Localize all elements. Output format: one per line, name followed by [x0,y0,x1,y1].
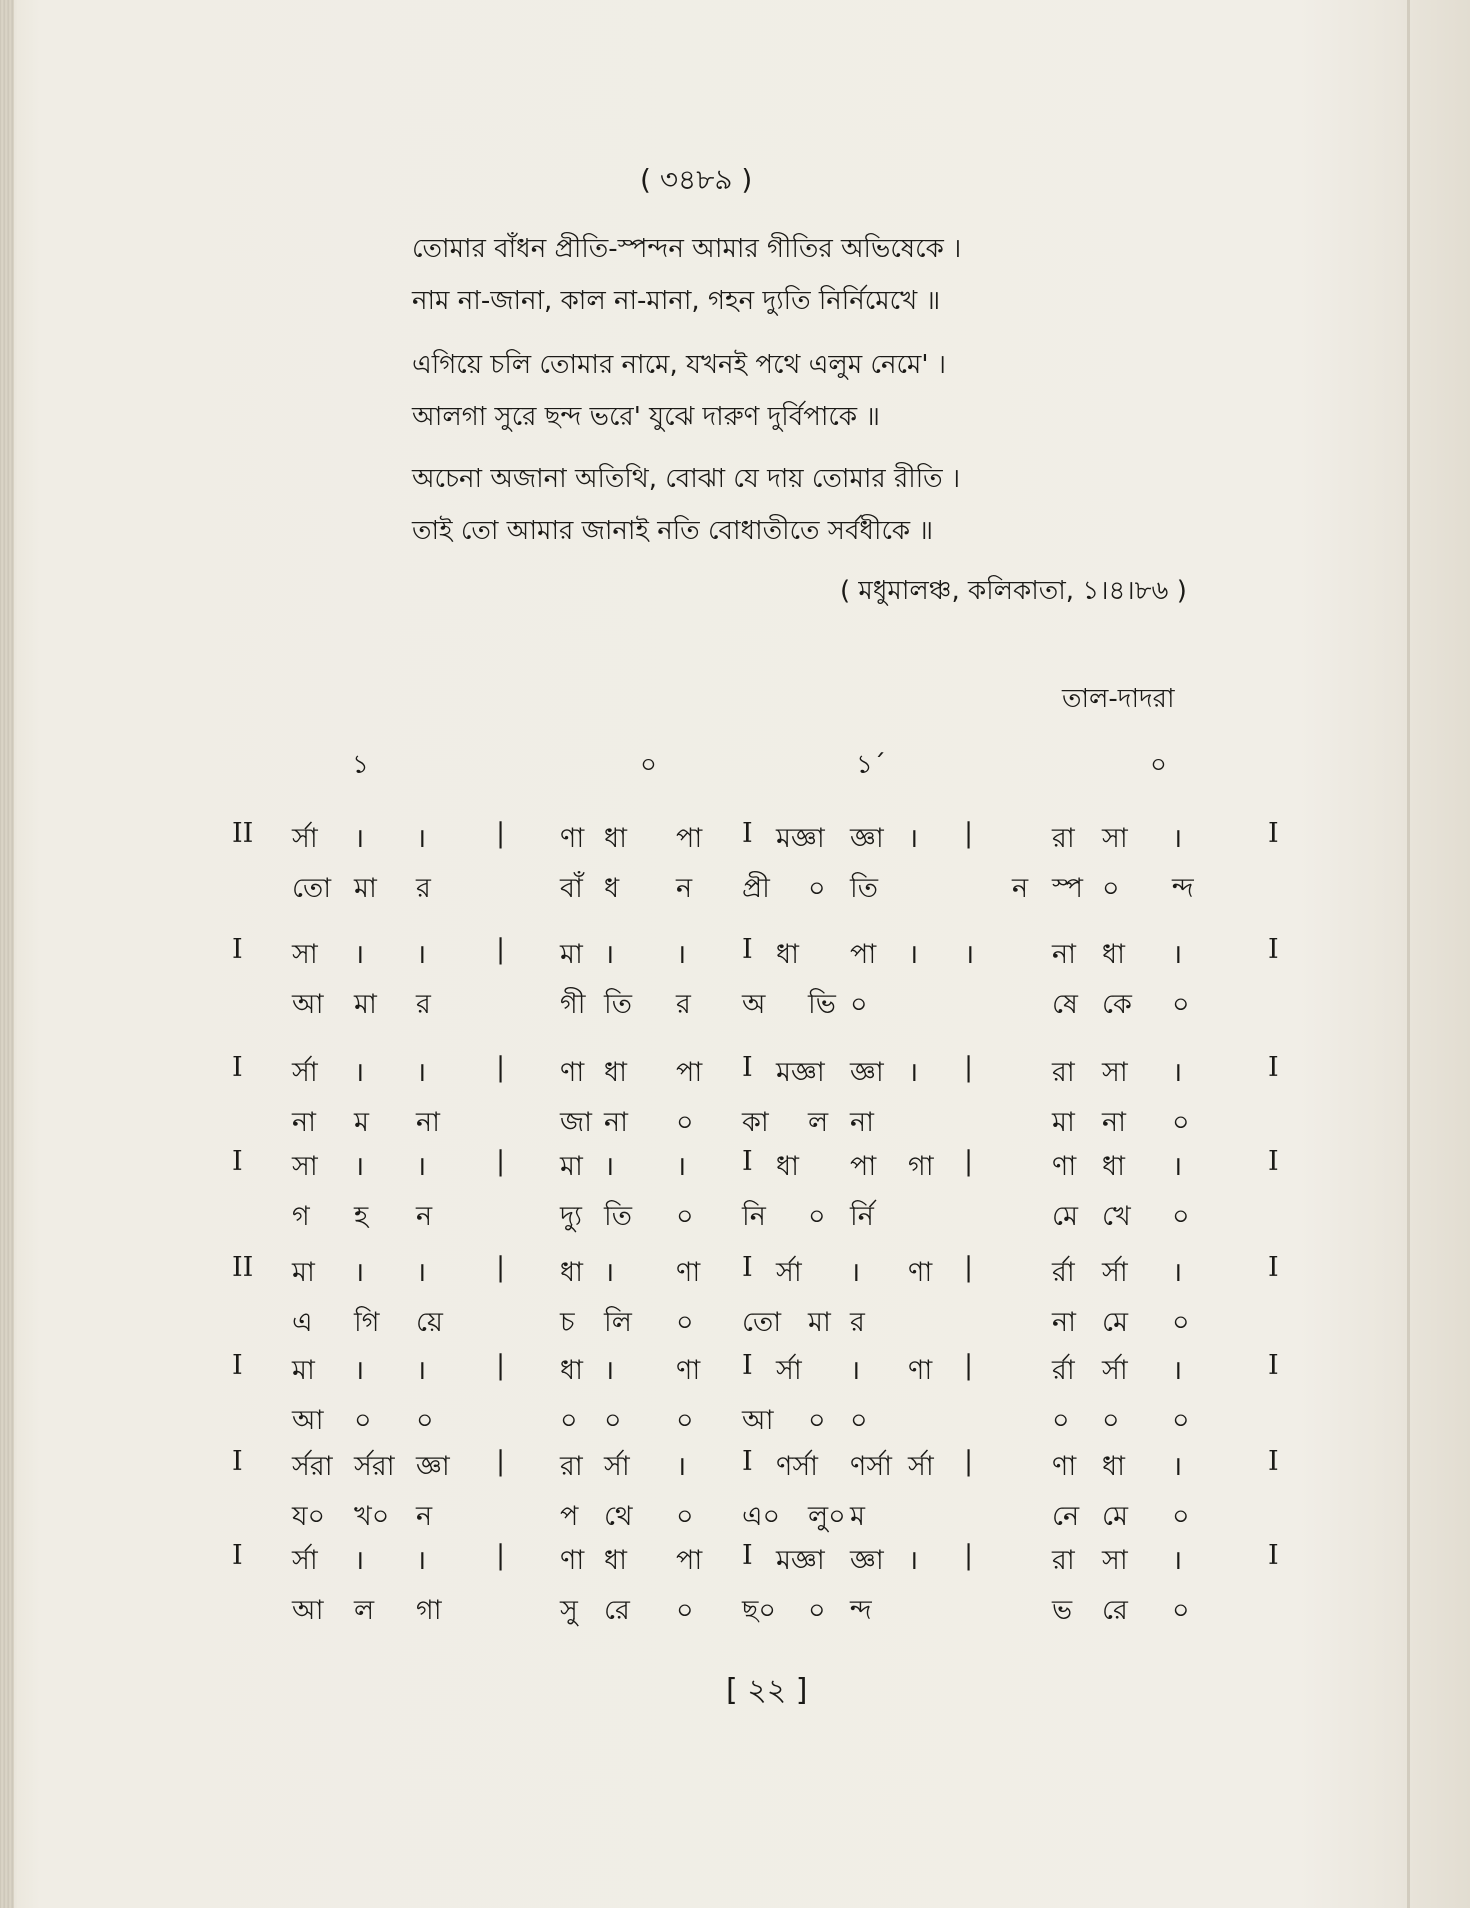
swara-note: সা [292,939,318,970]
lyric-syllable: ০ [1172,1201,1190,1232]
lyric-syllable: জা [560,1107,592,1138]
swara-note: ধা [560,1257,583,1288]
lyric-syllable: মে [1052,1201,1078,1232]
lyric-syllable: ০ [808,1405,826,1436]
swara-note: । [1172,1451,1183,1482]
swara-note: । [1172,1057,1183,1088]
swara-note: রা [560,1451,583,1482]
lyric-syllable: ০ [1102,873,1120,904]
lyric-syllable: ন [416,1501,433,1532]
lyric-syllable: ০ [1172,989,1190,1020]
bar-line: I [742,1052,753,1083]
swara-note: । [1172,939,1183,970]
poem-line-6: তাই তো আমার জানাই নতি বোধাতীতে সর্বধীকে ॥ [412,516,934,546]
swara-row [0,818,1470,858]
lyric-syllable: নি [742,1201,766,1232]
swara-note: র্সা [908,1451,934,1482]
swara-note: । [964,939,975,970]
lyric-row [0,1102,1470,1142]
lyric-syllable: ০ [1052,1405,1070,1436]
lyric-syllable: গা [416,1595,442,1626]
swara-row [0,1540,1470,1580]
swara-note: ণা [1052,1451,1077,1482]
bar-line: I [742,1146,753,1177]
lyric-syllable: না [416,1107,440,1138]
poem-line-4: আলগা সুরে ছন্দ ভরে' যুঝে দারুণ দুর্বিপাকে ॥ [412,402,881,432]
bar-line: | [496,1350,506,1381]
lyric-row [0,1196,1470,1236]
swara-note: জ্ঞা [850,1545,884,1576]
lyric-syllable: ০ [1172,1405,1190,1436]
swara-note: । [416,1151,427,1182]
swara-note: । [604,1257,615,1288]
lyric-syllable: দ্যু [560,1201,583,1232]
lyric-syllable: স্প [1052,873,1083,904]
swara-row [0,1146,1470,1186]
lyric-syllable: র [676,989,691,1020]
swara-row [0,1350,1470,1390]
bar-line: I [1268,1146,1279,1177]
swara-note: ণা [676,1257,701,1288]
swara-note: । [908,1057,919,1088]
swara-note: রা [1052,1545,1075,1576]
lyric-syllable: ছ০ [742,1595,776,1626]
swara-note: । [416,1355,427,1386]
lyric-syllable: তো [292,873,332,904]
swara-note: । [354,939,365,970]
swara-note: র্সা [776,1355,802,1386]
bar-line: | [964,1446,974,1477]
swara-note: সা [1102,1545,1128,1576]
poem-line-5: অচেনা অজানা অতিথি, বোঝা যে দায় তোমার রীতি । [412,464,961,494]
bar-line: I [1268,1446,1279,1477]
swara-note: ধা [604,1057,627,1088]
swara-note: মজ্ঞা [776,1057,825,1088]
lyric-syllable: ন [1012,873,1029,904]
lyric-syllable: ০ [1172,1501,1190,1532]
lyric-syllable: ০ [1172,1107,1190,1138]
swara-note: । [416,1257,427,1288]
swara-note: পা [676,1057,703,1088]
swara-note: । [604,1355,615,1386]
lyric-syllable: রে [1102,1595,1128,1626]
swara-note: ধা [1102,1151,1125,1182]
lyric-syllable: না [292,1107,316,1138]
swara-note: । [416,823,427,854]
swara-note: পা [676,1545,703,1576]
beat-mark: ১ [352,750,369,780]
swara-note: র্সা [292,1545,318,1576]
bar-line: I [1268,1350,1279,1381]
lyric-syllable: এ [292,1307,313,1338]
bar-line: | [964,1146,974,1177]
bar-line: | [496,1446,506,1477]
swara-note: ধা [776,939,799,970]
lyric-syllable: ০ [1172,1595,1190,1626]
lyric-row [0,1400,1470,1440]
swara-note: । [1172,823,1183,854]
swara-note: সা [1102,823,1128,854]
swara-note: । [354,1545,365,1576]
lyric-syllable: র [416,873,431,904]
bar-line: | [964,1052,974,1083]
swara-note: । [908,823,919,854]
lyric-syllable: ০ [808,873,826,904]
swara-note: রা [1052,1057,1075,1088]
swara-note: । [908,1545,919,1576]
swara-note: । [676,1451,687,1482]
lyric-syllable: খ০ [354,1501,390,1532]
lyric-syllable: ধ [604,873,620,904]
lyric-syllable: গী [560,989,586,1020]
swara-row [0,1052,1470,1092]
swara-note: । [1172,1355,1183,1386]
bar-line: I [742,1252,753,1283]
lyric-syllable: হ [354,1201,369,1232]
lyric-row [0,1496,1470,1536]
lyric-row [0,1302,1470,1342]
bar-line: I [742,1350,753,1381]
lyric-syllable: তি [604,1201,632,1232]
taal-label: তাল-দাদরা [1062,684,1175,714]
lyric-syllable: র [416,989,431,1020]
swara-note: না [1052,939,1076,970]
lyric-syllable: নে [1052,1501,1080,1532]
swara-note: পা [676,823,703,854]
bar-line: I [1268,1052,1279,1083]
beat-mark: ১ˊ [856,750,886,780]
swara-note: ণর্সা [850,1451,892,1482]
lyric-syllable: ন [416,1201,433,1232]
lyric-syllable: ভি [808,989,836,1020]
swara-row [0,934,1470,974]
lyric-syllable: য়ে [416,1307,443,1338]
swara-note: । [416,939,427,970]
lyric-syllable: না [1102,1107,1126,1138]
lyric-syllable: ম [850,1501,865,1532]
swara-note: মা [560,939,583,970]
bar-line: | [496,1540,506,1571]
swara-note: ণা [908,1355,933,1386]
lyric-syllable: য০ [292,1501,326,1532]
swara-note: । [676,939,687,970]
swara-note: র্সা [1102,1355,1128,1386]
swara-note: র্সা [292,1057,318,1088]
bar-line: II [232,1252,254,1283]
lyric-syllable: গি [354,1307,380,1338]
bar-line: I [1268,818,1279,849]
lyric-syllable: মা [354,873,377,904]
swara-note: । [354,823,365,854]
lyric-syllable: সু [560,1595,578,1626]
swara-note: । [850,1257,861,1288]
lyric-syllable: ০ [850,1405,868,1436]
lyric-syllable: ০ [808,1201,826,1232]
swara-note: মা [292,1355,315,1386]
swara-note: । [354,1151,365,1182]
bar-line: | [964,1252,974,1283]
lyric-syllable: আ [292,1595,324,1626]
lyric-syllable: ল [808,1107,829,1138]
swara-note: র্সরা [292,1451,333,1482]
swara-note: ণা [560,1545,585,1576]
swara-note: ণা [1052,1151,1077,1182]
swara-note: গা [908,1151,934,1182]
lyric-syllable: আ [742,1405,774,1436]
swara-note: মজ্ঞা [776,1545,825,1576]
swara-note: । [354,1257,365,1288]
lyric-row [0,984,1470,1024]
swara-note: । [416,1057,427,1088]
lyric-syllable: ০ [676,1405,694,1436]
lyric-syllable: লু০ [808,1501,846,1532]
bar-line: I [742,934,753,965]
swara-note: ণা [676,1355,701,1386]
swara-note: । [604,939,615,970]
lyric-syllable: ০ [676,1307,694,1338]
bar-line: | [496,934,506,965]
lyric-syllable: র [850,1307,865,1338]
lyric-syllable: কা [742,1107,769,1138]
page-number: [ ২২ ] [726,1673,808,1708]
lyric-syllable: ০ [354,1405,372,1436]
lyric-syllable: আ [292,989,324,1020]
swara-note: মা [292,1257,315,1288]
bar-line: I [1268,934,1279,965]
lyric-syllable: ষে [1052,989,1078,1020]
lyric-syllable: খে [1102,1201,1131,1232]
swara-note: । [354,1057,365,1088]
swara-note: । [676,1151,687,1182]
swara-note: । [604,1151,615,1182]
lyric-syllable: থে [604,1501,633,1532]
poem-line-2: নাম না-জানা, কাল না-মানা, গহন দ্যুতি নির্নিমেখে ॥ [412,286,941,316]
lyric-syllable: ০ [560,1405,578,1436]
swara-note: ণা [560,1057,585,1088]
lyric-syllable: মে [1102,1501,1128,1532]
beat-mark: ০ [640,750,657,780]
swara-note: সা [292,1151,318,1182]
bar-line: | [496,1146,506,1177]
lyric-syllable: ন [676,873,693,904]
swara-note: র্সরা [354,1451,395,1482]
bar-line: I [232,934,243,965]
lyric-syllable: ০ [676,1595,694,1626]
bar-line: I [742,1446,753,1477]
lyric-syllable: ০ [676,1201,694,1232]
bar-line: | [496,1052,506,1083]
lyric-syllable: লি [604,1307,632,1338]
lyric-syllable: ০ [676,1107,694,1138]
bar-line: I [1268,1540,1279,1571]
swara-note: ধা [604,823,627,854]
lyric-syllable: র্নি [850,1201,874,1232]
lyric-syllable: প [560,1501,579,1532]
lyric-syllable: ন্দ [850,1595,872,1626]
bar-line: | [964,1350,974,1381]
poem-line-3: এগিয়ে চলি তোমার নামে, যখনই পথে এলুম নেমে' । [412,350,947,380]
swara-note: মজ্ঞা [776,823,825,854]
lyric-syllable: ন্দ [1172,873,1194,904]
lyric-syllable: তো [742,1307,782,1338]
swara-note: জ্ঞা [850,823,884,854]
bar-line: | [964,818,974,849]
lyric-syllable: গ [292,1201,310,1232]
swara-note: । [354,1355,365,1386]
lyric-syllable: আ [292,1405,324,1436]
lyric-syllable: তি [850,873,878,904]
swara-note: ণর্সা [776,1451,818,1482]
swara-note: । [908,939,919,970]
swara-note: ধা [1102,939,1125,970]
swara-note: । [1172,1545,1183,1576]
swara-note: । [1172,1257,1183,1288]
swara-note: র্সা [1102,1257,1128,1288]
beat-mark: ০ [1150,750,1167,780]
lyric-syllable: ০ [676,1501,694,1532]
bar-line: I [232,1146,243,1177]
lyric-syllable: এ০ [742,1501,781,1532]
swara-note: পা [850,1151,877,1182]
swara-note: র্সা [292,823,318,854]
swara-note: । [850,1355,861,1386]
lyric-syllable: না [850,1107,874,1138]
swara-note: । [1172,1151,1183,1182]
swara-row [0,1252,1470,1292]
lyric-syllable: ০ [808,1595,826,1626]
swara-note: জ্ঞা [416,1451,450,1482]
lyric-syllable: ০ [604,1405,622,1436]
swara-note: র্সা [776,1257,802,1288]
bar-line: I [232,1540,243,1571]
lyric-syllable: ম [354,1107,369,1138]
swara-note: সা [1102,1057,1128,1088]
lyric-syllable: রে [604,1595,630,1626]
swara-note: ধা [1102,1451,1125,1482]
swara-note: র্সা [604,1451,630,1482]
lyric-syllable: বাঁ [560,873,583,904]
bar-line: II [232,818,254,849]
poem-line-1: তোমার বাঁধন প্রীতি-স্পন্দন আমার গীতির অভিষেকে । [412,234,962,264]
lyric-row [0,1590,1470,1630]
lyric-row [0,868,1470,908]
bar-line: | [496,1252,506,1283]
lyric-syllable: মা [354,989,377,1020]
lyric-syllable: ভ [1052,1595,1073,1626]
lyric-syllable: না [604,1107,628,1138]
lyric-syllable: ০ [1102,1405,1120,1436]
swara-note: ধা [560,1355,583,1386]
swara-note: র্রা [1052,1257,1075,1288]
lyric-syllable: অ [742,989,766,1020]
bar-line: | [496,818,506,849]
swara-note: ধা [604,1545,627,1576]
swara-note: ণা [560,823,585,854]
bar-line: I [1268,1252,1279,1283]
lyric-syllable: ০ [1172,1307,1190,1338]
lyric-syllable: ল [354,1595,375,1626]
swara-note: র্রা [1052,1355,1075,1386]
lyric-syllable: তি [604,989,632,1020]
lyric-syllable: মে [1102,1307,1128,1338]
lyric-syllable: মা [808,1307,831,1338]
source-note: ( মধুমালঞ্চ, কলিকাতা, ১।৪।৮৬ ) [840,576,1187,606]
swara-note: পা [850,939,877,970]
swara-note: ণা [908,1257,933,1288]
bar-line: I [742,818,753,849]
bar-line: | [964,1540,974,1571]
swara-note: জ্ঞা [850,1057,884,1088]
swara-row [0,1446,1470,1486]
swara-note: । [416,1545,427,1576]
swara-note: মা [560,1151,583,1182]
bar-line: I [232,1052,243,1083]
song-number: ( ৩৪৮৯ ) [640,163,753,196]
lyric-syllable: না [1052,1307,1076,1338]
lyric-syllable: কে [1102,989,1132,1020]
lyric-syllable: ০ [416,1405,434,1436]
lyric-syllable: চ [560,1307,575,1338]
swara-note: ধা [776,1151,799,1182]
swara-note: রা [1052,823,1075,854]
bar-line: I [232,1446,243,1477]
lyric-syllable: মা [1052,1107,1075,1138]
lyric-syllable: ০ [850,989,868,1020]
bar-line: I [232,1350,243,1381]
bar-line: I [742,1540,753,1571]
lyric-syllable: প্রী [742,873,770,904]
